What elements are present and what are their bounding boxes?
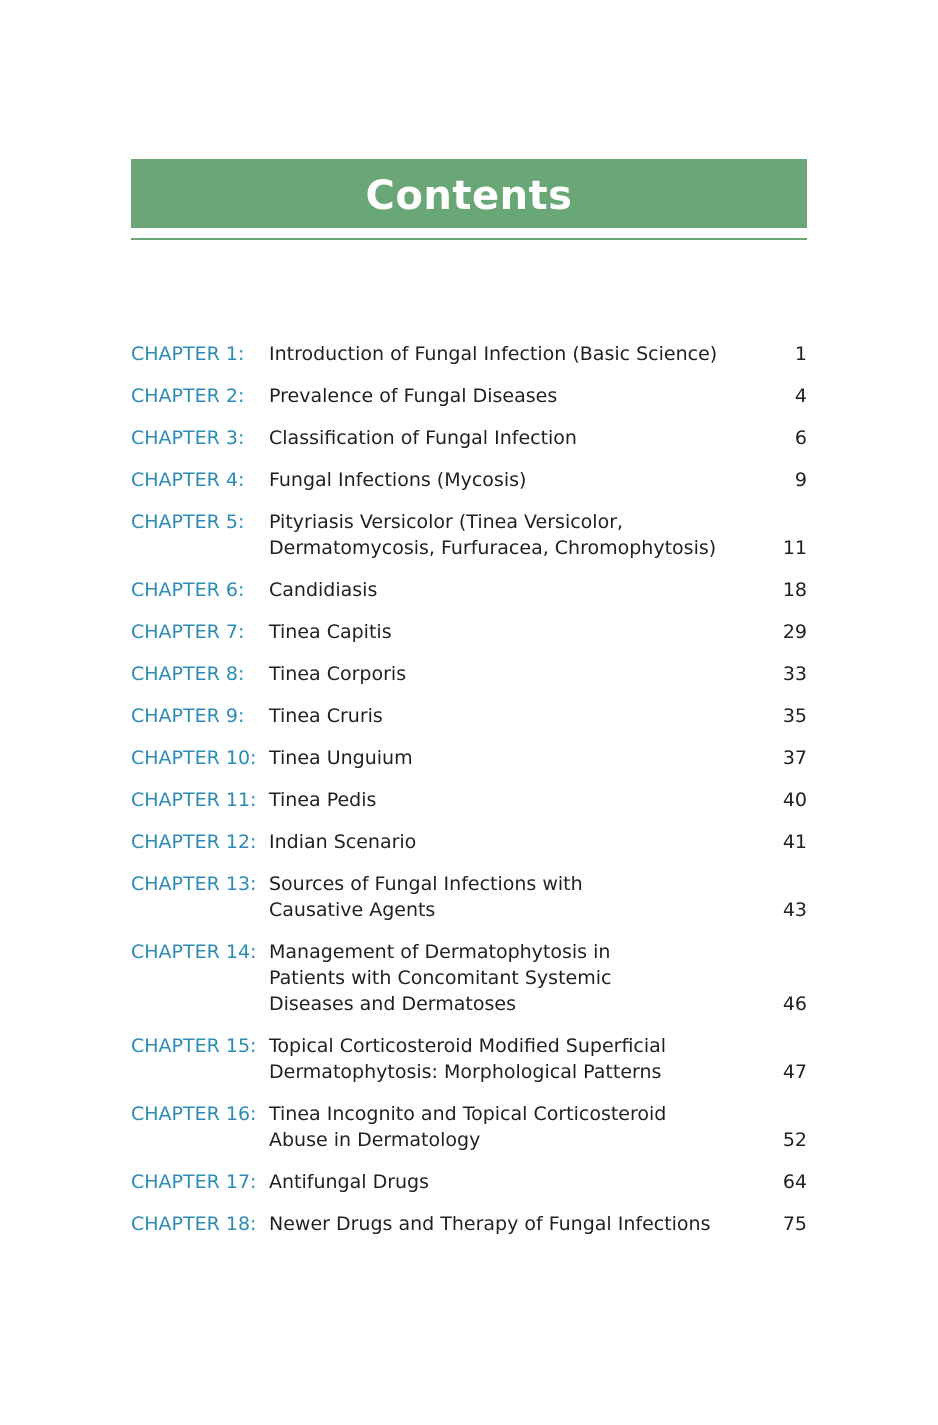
chapter-title: Antifungal Drugs	[269, 1171, 430, 1193]
chapter-label: CHAPTER 9:	[131, 705, 245, 727]
chapter-label: CHAPTER 1:	[131, 343, 245, 365]
chapter-title: Prevalence of Fungal Diseases	[269, 385, 558, 407]
toc-entry-chapter-8[interactable]	[131, 661, 807, 687]
chapter-label: CHAPTER 4:	[131, 469, 245, 491]
chapter-label: CHAPTER 17:	[131, 1171, 257, 1193]
chapter-label: CHAPTER 10:	[131, 747, 257, 769]
page-number: 11	[782, 537, 807, 559]
toc-entry-chapter-13[interactable]	[131, 871, 807, 923]
page-number: 33	[782, 663, 807, 685]
chapter-title: Fungal Infections (Mycosis)	[269, 469, 527, 491]
page-number: 52	[782, 1129, 807, 1151]
chapter-title: Candidiasis	[269, 579, 378, 601]
page-number: 9	[794, 469, 807, 491]
chapter-label: CHAPTER 13:	[131, 873, 257, 895]
chapter-title: Tinea Corporis	[269, 663, 407, 685]
page-number: 40	[782, 789, 807, 811]
chapter-title: Tinea Pedis	[269, 789, 377, 811]
table-of-contents	[131, 341, 807, 1253]
chapter-label: CHAPTER 8:	[131, 663, 245, 685]
toc-entry-chapter-6[interactable]	[131, 577, 807, 603]
toc-entry-chapter-2[interactable]	[131, 383, 807, 409]
chapter-label: CHAPTER 5:	[131, 511, 245, 533]
chapter-label: CHAPTER 12:	[131, 831, 257, 853]
toc-entry-chapter-14[interactable]	[131, 939, 807, 1017]
chapter-title: Tinea Incognito and Topical Corticosteroid Abuse in Dermatology	[269, 1103, 667, 1151]
page-number: 46	[782, 993, 807, 1015]
chapter-title: Pityriasis Versicolor (Tinea Versicolor, Dermatomycosis, Furfuracea, Chromophytosis)	[269, 511, 717, 559]
toc-entry-chapter-5[interactable]	[131, 509, 807, 561]
page-number: 37	[782, 747, 807, 769]
toc-entry-chapter-12[interactable]	[131, 829, 807, 855]
chapter-title: Newer Drugs and Therapy of Fungal Infections	[269, 1213, 711, 1235]
page-number: 75	[782, 1213, 807, 1235]
page-title: Contents	[365, 172, 573, 219]
toc-entry-chapter-3[interactable]	[131, 425, 807, 451]
page-number: 6	[794, 427, 807, 449]
chapter-label: CHAPTER 3:	[131, 427, 245, 449]
page-number: 43	[782, 899, 807, 921]
page-number: 18	[782, 579, 807, 601]
chapter-label: CHAPTER 15:	[131, 1035, 257, 1057]
chapter-title: Sources of Fungal Infections with Causative Agents	[269, 873, 583, 921]
page-number: 35	[782, 705, 807, 727]
chapter-title: Classification of Fungal Infection	[269, 427, 577, 449]
page-number: 4	[794, 385, 807, 407]
chapter-title: Tinea Unguium	[269, 747, 413, 769]
chapter-title: Tinea Cruris	[269, 705, 383, 727]
chapter-title: Topical Corticosteroid Modified Superficial Dermatophytosis: Morphological Patterns	[269, 1035, 667, 1083]
toc-entry-chapter-15[interactable]	[131, 1033, 807, 1085]
toc-entry-chapter-4[interactable]	[131, 467, 807, 493]
chapter-label: CHAPTER 7:	[131, 621, 245, 643]
chapter-label: CHAPTER 18:	[131, 1213, 257, 1235]
chapter-title: Introduction of Fungal Infection (Basic Science)	[269, 343, 718, 365]
toc-entry-chapter-17[interactable]	[131, 1169, 807, 1195]
page-number: 1	[794, 343, 807, 365]
toc-entry-chapter-11[interactable]	[131, 787, 807, 813]
toc-entry-chapter-9[interactable]	[131, 703, 807, 729]
chapter-title: Tinea Capitis	[269, 621, 392, 643]
chapter-label: CHAPTER 16:	[131, 1103, 257, 1125]
page-number: 47	[782, 1061, 807, 1083]
page-number: 64	[782, 1171, 807, 1193]
chapter-label: CHAPTER 2:	[131, 385, 245, 407]
toc-entry-chapter-1[interactable]	[131, 341, 807, 367]
chapter-title: Management of Dermatophytosis in Patients with Concomitant Systemic Diseases and Dermatoses	[269, 941, 612, 1015]
chapter-title: Indian Scenario	[269, 831, 417, 853]
toc-entry-chapter-16[interactable]	[131, 1101, 807, 1153]
header-divider	[131, 238, 807, 240]
toc-entry-chapter-10[interactable]	[131, 745, 807, 771]
toc-entry-chapter-18[interactable]	[131, 1211, 807, 1237]
toc-entry-chapter-7[interactable]	[131, 619, 807, 645]
chapter-label: CHAPTER 11:	[131, 789, 257, 811]
page-number: 29	[782, 621, 807, 643]
chapter-label: CHAPTER 6:	[131, 579, 245, 601]
page-number: 41	[782, 831, 807, 853]
contents-header-band	[131, 159, 807, 228]
chapter-label: CHAPTER 14:	[131, 941, 257, 963]
